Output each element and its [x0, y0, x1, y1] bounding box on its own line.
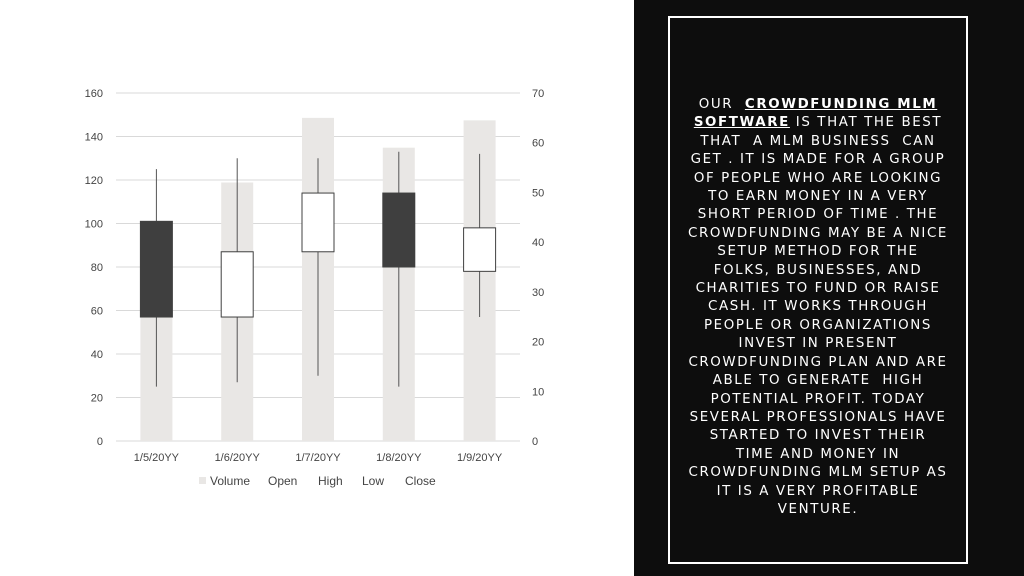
legend-label: Low — [362, 474, 385, 488]
candle-body — [302, 193, 334, 252]
body-text — [688, 96, 954, 519]
y-right-tick-label: 50 — [532, 187, 545, 200]
y-left-tick-label: 140 — [84, 131, 103, 144]
text-frame — [668, 16, 968, 564]
body-text-intro: OUR — [698, 97, 745, 112]
crowdfunding-mlm-software-link[interactable]: CROWDFUNDING MLM SOFTWARE — [693, 97, 938, 131]
y-right-tick-label: 60 — [532, 137, 545, 150]
candle-body — [464, 228, 496, 272]
y-right-tick-label: 10 — [532, 386, 545, 399]
x-tick-label: 1/6/20YY — [214, 452, 260, 464]
y-right-tick-label: 40 — [532, 237, 545, 250]
x-tick-label: 1/9/20YY — [456, 452, 503, 464]
y-right-tick-label: 0 — [532, 436, 539, 448]
legend-swatch-volume — [199, 477, 206, 484]
y-right-tick-label: 20 — [532, 336, 545, 349]
y-left-tick-label: 0 — [96, 436, 103, 448]
legend-label: Close — [405, 474, 436, 488]
x-tick-label: 1/5/20YY — [133, 452, 180, 464]
text-panel — [634, 0, 1024, 576]
y-left-tick-label: 80 — [90, 262, 103, 274]
candle-body — [140, 221, 172, 317]
legend-label: Volume — [210, 474, 251, 488]
y-left-tick-label: 40 — [90, 349, 103, 361]
candle-body — [221, 252, 253, 317]
legend-label: Open — [268, 474, 298, 488]
y-right-tick-label: 30 — [532, 286, 545, 299]
x-tick-label: 1/7/20YY — [295, 452, 341, 464]
body-text-rest: IS THAT THE BEST THAT A MLM BUSINESS CAN GET . IT IS MADE FOR A GROUP OF PEOPLE WHO ARE LOOKING TO EARN MONEY IN A VERY SHORT PERIOD OF TIME . THE CROWDFUNDING MAY BE A NICE SETUP METHOD FOR THE FOLKS, BUSINESSES, AND CHARITIES TO FUND OR RAISE CASH. IT WORKS THROUGH PEOPLE OR ORGANIZATIONS INVEST IN PRESENT CROWDFUNDING PLAN AND ARE ABLE TO GENERATE HIGH POTENTIAL PROFIT. TODAY SEVERAL PROFESSIONALS HAVE STARTED TO INVEST THEIR TIME AND MONEY IN CROWDFUNDING MLM SETUP AS IT IS A VERY PROFITABLE VENTURE. — [688, 115, 954, 517]
candle-body — [383, 193, 415, 267]
y-left-tick-label: 100 — [84, 218, 103, 231]
y-left-tick-label: 120 — [84, 175, 103, 187]
legend-label: High — [318, 474, 343, 488]
x-tick-label: 1/8/20YY — [376, 452, 422, 464]
y-left-tick-label: 160 — [84, 88, 103, 100]
y-left-tick-label: 60 — [90, 305, 103, 318]
y-right-tick-label: 70 — [532, 88, 545, 100]
y-left-tick-label: 20 — [90, 392, 103, 405]
